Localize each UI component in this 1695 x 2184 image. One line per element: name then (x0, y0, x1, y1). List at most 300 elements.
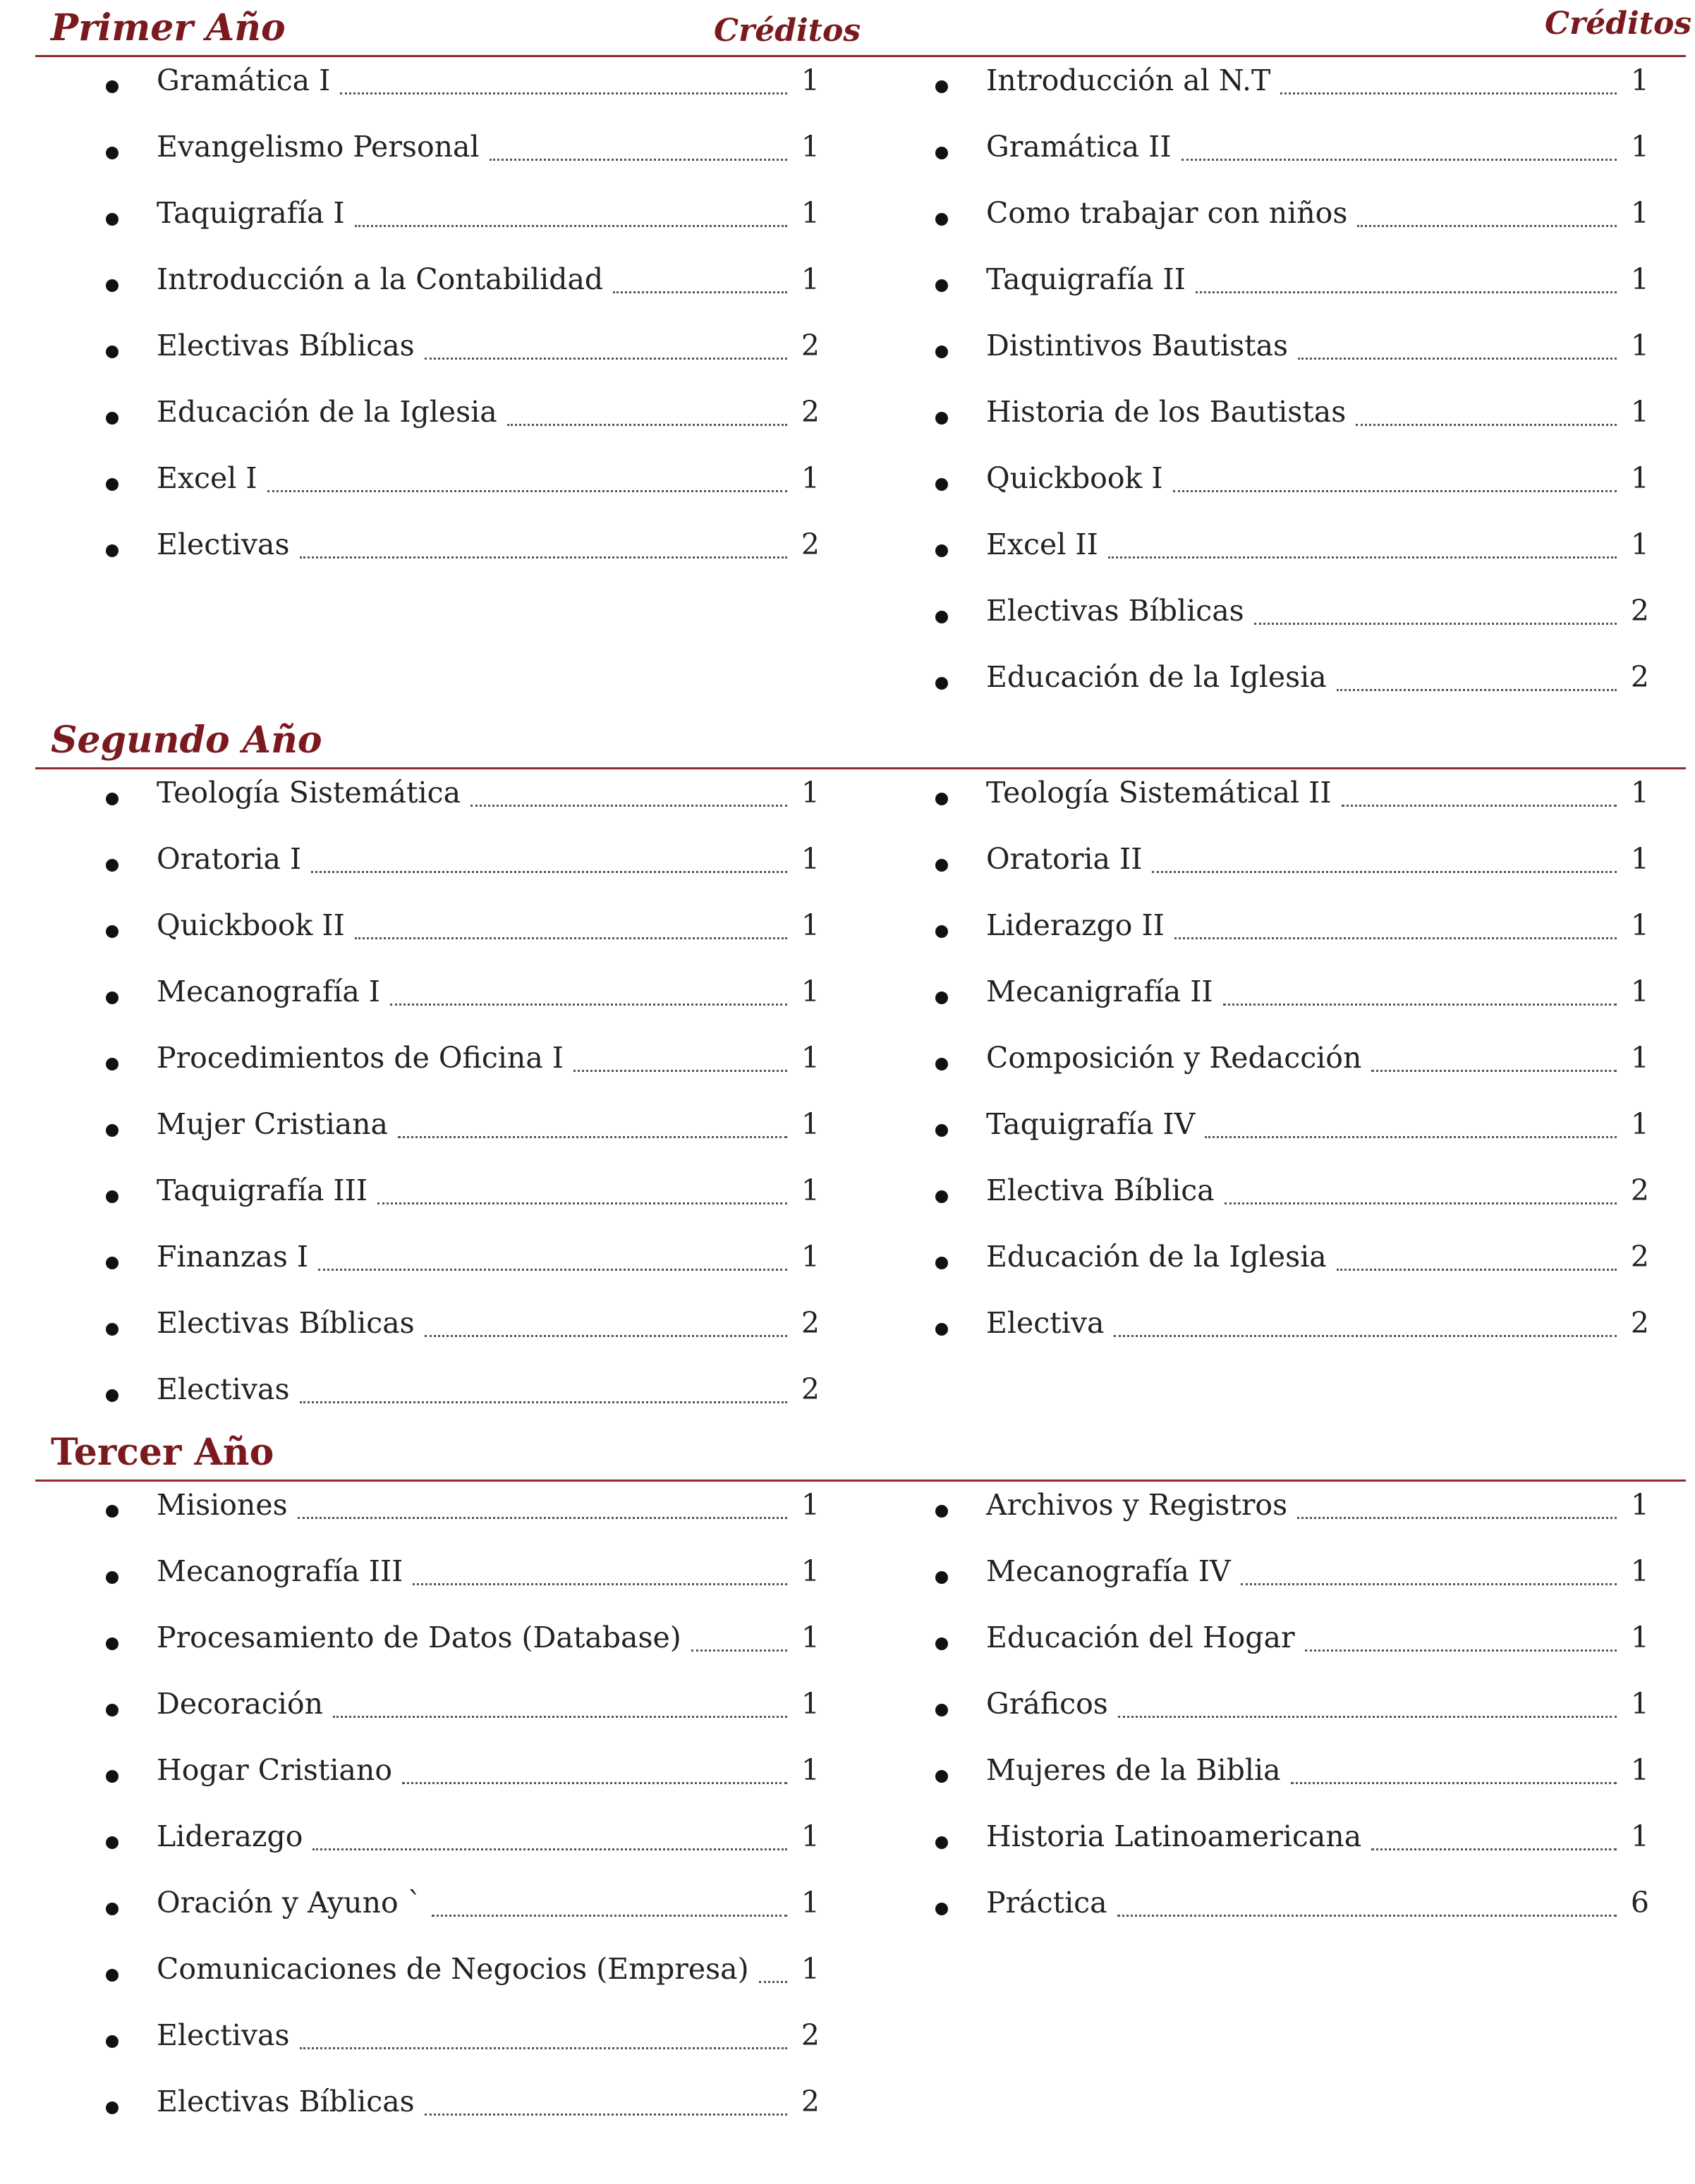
dot-leader (311, 871, 787, 873)
course-name: Teología Sistemátical II (986, 776, 1332, 810)
course-name: Taquigrafía III (157, 1173, 368, 1207)
course-name: Mujer Cristiana (157, 1107, 388, 1141)
course-name: Educación de la Iglesia (157, 395, 497, 429)
course-name: Liderazgo (157, 1819, 303, 1853)
course-row (157, 1551, 820, 1591)
course-row (986, 1171, 1649, 1210)
course-list-primer-right (935, 61, 1649, 724)
course-row (157, 1883, 820, 1922)
course-credits: 1 (1630, 63, 1649, 97)
dot-leader (1371, 1070, 1617, 1072)
course-credits: 1 (801, 776, 820, 810)
course-item (106, 392, 820, 458)
course-row (986, 1551, 1649, 1591)
bullet-icon (935, 611, 948, 623)
course-name: Procedimientos de Oficina I (157, 1041, 564, 1075)
section-divider (35, 55, 1686, 57)
course-credits: 1 (1630, 975, 1649, 1008)
bullet-icon (935, 677, 948, 690)
dot-leader (759, 1981, 787, 1983)
course-item (935, 458, 1649, 525)
course-item (106, 1104, 820, 1171)
course-row (157, 1038, 820, 1078)
course-item (935, 1237, 1649, 1303)
course-row (157, 1369, 820, 1409)
course-item (935, 657, 1649, 724)
course-item (106, 1949, 820, 2015)
course-item (935, 839, 1649, 905)
bullet-icon (106, 147, 119, 159)
course-credits: 1 (1630, 527, 1649, 561)
dot-leader (1173, 490, 1617, 492)
course-list-segundo-left (106, 773, 820, 1436)
course-row (986, 905, 1649, 945)
course-row (157, 1684, 820, 1724)
course-item (106, 1171, 820, 1237)
course-row (986, 193, 1649, 233)
course-item (935, 193, 1649, 260)
course-name: Distintivos Bautistas (986, 329, 1289, 362)
bullet-icon (935, 1704, 948, 1716)
course-row (986, 972, 1649, 1011)
course-row (157, 260, 820, 299)
course-item (106, 1618, 820, 1684)
course-name: Finanzas I (157, 1240, 309, 1274)
dot-leader (318, 1269, 787, 1271)
dot-leader (432, 1915, 787, 1917)
course-row (157, 392, 820, 432)
course-credits: 1 (1630, 130, 1649, 164)
bullet-icon (106, 1389, 119, 1402)
course-name: Electiva Bíblica (986, 1173, 1215, 1207)
course-item (935, 1104, 1649, 1171)
course-credits: 1 (801, 1886, 820, 1920)
course-credits: 2 (801, 527, 820, 561)
bullet-icon (106, 1637, 119, 1650)
course-credits: 1 (1630, 1107, 1649, 1141)
course-name: Procesamiento de Datos (Database) (157, 1621, 681, 1654)
dot-leader (1337, 1269, 1617, 1271)
course-credits: 1 (1630, 1041, 1649, 1075)
bullet-icon (106, 992, 119, 1004)
course-item (935, 127, 1649, 193)
dot-leader (1356, 424, 1617, 426)
course-name: Mecanografía IV (986, 1554, 1231, 1588)
course-list-tercer-right (935, 1485, 1649, 1949)
bullet-icon (935, 279, 948, 292)
course-name: Mujeres de la Biblia (986, 1753, 1281, 1787)
bullet-icon (106, 1836, 119, 1849)
bullet-icon (106, 1257, 119, 1269)
course-credits: 2 (801, 329, 820, 362)
course-name: Archivos y Registros (986, 1488, 1288, 1522)
course-name: Excel II (986, 527, 1098, 561)
dot-leader (613, 291, 787, 293)
bullet-icon (106, 1903, 119, 1915)
course-name: Teología Sistemática (157, 776, 461, 810)
course-item (106, 127, 820, 193)
course-row (157, 1618, 820, 1657)
dot-leader (1181, 159, 1617, 161)
course-row (157, 839, 820, 879)
course-row (157, 1949, 820, 1989)
course-credits: 1 (801, 1554, 820, 1588)
course-item (106, 1817, 820, 1883)
course-row (986, 1618, 1649, 1657)
bullet-icon (106, 1190, 119, 1203)
bullet-icon (935, 1505, 948, 1518)
bullet-icon (935, 992, 948, 1004)
course-name: Educación del Hogar (986, 1621, 1295, 1654)
course-credits: 1 (801, 1041, 820, 1075)
course-row (157, 458, 820, 498)
dot-leader (300, 1401, 787, 1403)
course-row (986, 1750, 1649, 1790)
course-item (106, 326, 820, 392)
course-credits: 2 (801, 2018, 820, 2052)
course-credits: 2 (801, 2085, 820, 2118)
course-item (106, 773, 820, 839)
course-name: Excel I (157, 461, 257, 495)
bullet-icon (106, 925, 119, 938)
course-credits: 1 (1630, 262, 1649, 296)
dot-leader (490, 159, 787, 161)
bullet-icon (935, 1770, 948, 1783)
bullet-icon (935, 1323, 948, 1336)
section-divider (35, 767, 1686, 769)
course-name: Educación de la Iglesia (986, 1240, 1327, 1274)
bullet-icon (106, 279, 119, 292)
course-credits: 1 (801, 1753, 820, 1787)
dot-leader (398, 1136, 787, 1138)
course-name: Hogar Cristiano (157, 1753, 393, 1787)
course-row (986, 1684, 1649, 1724)
course-item (106, 1750, 820, 1817)
course-credits: 1 (1630, 1488, 1649, 1522)
course-name: Historia Latinoamericana (986, 1819, 1362, 1853)
course-name: Mecanigrafía II (986, 975, 1213, 1008)
dot-leader (402, 1782, 787, 1784)
dot-leader (1196, 291, 1617, 293)
course-item (935, 1817, 1649, 1883)
course-name: Electivas (157, 2018, 290, 2052)
course-credits: 2 (1630, 594, 1649, 628)
course-row (157, 2082, 820, 2121)
course-item (106, 260, 820, 326)
bullet-icon (106, 478, 119, 491)
course-name: Oración y Ayuno ` (157, 1886, 423, 1920)
course-row (157, 1104, 820, 1144)
course-credits: 1 (1630, 776, 1649, 810)
dot-leader (312, 1848, 787, 1850)
dot-leader (1297, 1517, 1617, 1519)
dot-leader (1225, 1202, 1617, 1204)
dot-leader (1108, 556, 1617, 559)
dot-leader (425, 1335, 787, 1337)
dot-leader (300, 556, 787, 559)
course-name: Quickbook I (986, 461, 1163, 495)
course-item (935, 392, 1649, 458)
course-item (106, 1551, 820, 1618)
course-item (935, 591, 1649, 657)
bullet-icon (106, 1058, 119, 1070)
course-name: Evangelismo Personal (157, 130, 480, 164)
dot-leader (1152, 871, 1617, 873)
bullet-icon (935, 1124, 948, 1137)
course-row (157, 972, 820, 1011)
course-item (106, 458, 820, 525)
course-row (157, 61, 820, 100)
course-credits: 1 (1630, 1621, 1649, 1654)
section-title-tercer-ano: Tercer Año (51, 1431, 274, 1474)
course-row (157, 1171, 820, 1210)
course-credits: 1 (801, 1819, 820, 1853)
course-credits: 1 (801, 63, 820, 97)
course-name: Gráficos (986, 1687, 1108, 1721)
course-name: Gramática II (986, 130, 1172, 164)
course-item (106, 193, 820, 260)
course-item (935, 905, 1649, 972)
course-credits: 1 (1630, 1819, 1649, 1853)
section-divider (35, 1480, 1686, 1482)
course-row (986, 1237, 1649, 1276)
dot-leader (1298, 358, 1617, 360)
course-item (935, 260, 1649, 326)
course-credits: 2 (801, 1306, 820, 1340)
bullet-icon (935, 412, 948, 425)
course-credits: 1 (801, 1687, 820, 1721)
course-item (935, 1303, 1649, 1369)
bullet-icon (935, 1571, 948, 1584)
dot-leader (355, 937, 787, 939)
dot-leader (377, 1202, 787, 1204)
bullet-icon (106, 80, 119, 93)
course-credits: 2 (801, 395, 820, 429)
bullet-icon (106, 1505, 119, 1518)
course-credits: 1 (801, 1107, 820, 1141)
course-item (935, 1883, 1649, 1949)
dot-leader (1291, 1782, 1617, 1784)
course-name: Mecanografía III (157, 1554, 403, 1588)
course-row (986, 839, 1649, 879)
course-row (986, 1817, 1649, 1856)
course-name: Electiva (986, 1306, 1105, 1340)
dot-leader (1305, 1649, 1617, 1652)
course-item (106, 61, 820, 127)
course-item (106, 972, 820, 1038)
course-item (106, 1485, 820, 1551)
course-name: Electivas Bíblicas (157, 2085, 415, 2118)
course-item (935, 525, 1649, 591)
dot-leader (1174, 937, 1617, 939)
course-credits: 1 (1630, 1753, 1649, 1787)
course-item (106, 905, 820, 972)
dot-leader (573, 1070, 787, 1072)
course-name: Taquigrafía II (986, 262, 1186, 296)
course-row (986, 657, 1649, 697)
bullet-icon (935, 1190, 948, 1203)
course-name: Taquigrafía I (157, 196, 345, 230)
course-item (935, 1618, 1649, 1684)
course-row (986, 1485, 1649, 1525)
dot-leader (390, 1003, 787, 1006)
dot-leader (691, 1649, 787, 1652)
credits-header-left: Créditos (714, 13, 861, 49)
course-name: Introducción a la Contabilidad (157, 262, 604, 296)
dot-leader (1342, 805, 1617, 807)
course-name: Comunicaciones de Negocios (Empresa) (157, 1952, 749, 1986)
course-item (106, 2015, 820, 2082)
course-credits: 2 (1630, 1240, 1649, 1274)
dot-leader (267, 490, 787, 492)
course-name: Educación de la Iglesia (986, 660, 1327, 694)
course-credits: 1 (1630, 395, 1649, 429)
course-row (157, 193, 820, 233)
course-row (157, 1485, 820, 1525)
dot-leader (340, 92, 787, 94)
dot-leader (470, 805, 787, 807)
dot-leader (413, 1583, 787, 1585)
course-item (935, 1551, 1649, 1618)
dot-leader (1357, 225, 1617, 227)
course-credits: 1 (1630, 1554, 1649, 1588)
bullet-icon (106, 544, 119, 557)
course-item (106, 1684, 820, 1750)
dot-leader (1114, 1335, 1617, 1337)
bullet-icon (106, 1704, 119, 1716)
course-name: Electivas Bíblicas (157, 329, 415, 362)
course-row (157, 525, 820, 564)
dot-leader (425, 2113, 787, 2116)
course-item (106, 1883, 820, 1949)
bullet-icon (106, 793, 119, 805)
bullet-icon (106, 1323, 119, 1336)
course-row (986, 773, 1649, 812)
course-item (935, 1171, 1649, 1237)
course-row (157, 326, 820, 365)
bullet-icon (106, 213, 119, 226)
course-credits: 2 (1630, 1306, 1649, 1340)
course-credits: 1 (801, 196, 820, 230)
dot-leader (1241, 1583, 1617, 1585)
course-item (935, 773, 1649, 839)
bullet-icon (935, 544, 948, 557)
dot-leader (355, 225, 787, 227)
bullet-icon (935, 925, 948, 938)
bullet-icon (935, 80, 948, 93)
course-row (157, 773, 820, 812)
course-row (986, 260, 1649, 299)
course-name: Electivas Bíblicas (986, 594, 1244, 628)
dot-leader (1205, 1136, 1617, 1138)
bullet-icon (106, 1770, 119, 1783)
dot-leader (1337, 689, 1617, 691)
course-name: Taquigrafía IV (986, 1107, 1196, 1141)
course-row (157, 1750, 820, 1790)
bullet-icon (106, 2101, 119, 2114)
course-row (157, 1817, 820, 1856)
course-name: Oratoria II (986, 842, 1143, 876)
course-item (106, 525, 820, 591)
bullet-icon (935, 1058, 948, 1070)
dot-leader (507, 424, 787, 426)
dot-leader (1254, 623, 1617, 625)
bullet-icon (106, 1571, 119, 1584)
dot-leader (333, 1716, 787, 1718)
course-credits: 1 (801, 908, 820, 942)
course-name: Gramática I (157, 63, 331, 97)
course-list-primer-left (106, 61, 820, 591)
course-row (157, 127, 820, 166)
course-row (986, 525, 1649, 564)
course-item (935, 1750, 1649, 1817)
course-item (106, 1237, 820, 1303)
course-name: Mecanografía I (157, 975, 380, 1008)
course-row (157, 905, 820, 945)
course-credits: 1 (1630, 1687, 1649, 1721)
course-row (157, 2015, 820, 2055)
course-credits: 1 (801, 1240, 820, 1274)
course-row (986, 392, 1649, 432)
course-credits: 1 (1630, 842, 1649, 876)
bullet-icon (935, 213, 948, 226)
course-name: Historia de los Bautistas (986, 395, 1347, 429)
course-credits: 1 (1630, 908, 1649, 942)
course-row (986, 1104, 1649, 1144)
course-item (935, 1684, 1649, 1750)
course-credits: 1 (801, 262, 820, 296)
bullet-icon (106, 346, 119, 358)
credits-header-right: Créditos (1545, 6, 1692, 42)
course-credits: 1 (801, 842, 820, 876)
dot-leader (1371, 1848, 1617, 1850)
course-row (986, 326, 1649, 365)
course-list-tercer-left (106, 1485, 820, 2148)
course-name: Quickbook II (157, 908, 345, 942)
course-row (157, 1237, 820, 1276)
course-credits: 1 (801, 1488, 820, 1522)
bullet-icon (106, 1124, 119, 1137)
bullet-icon (106, 1969, 119, 1982)
dot-leader (1117, 1915, 1617, 1917)
dot-leader (298, 1517, 787, 1519)
course-row (986, 458, 1649, 498)
course-credits: 1 (801, 1621, 820, 1654)
bullet-icon (935, 478, 948, 491)
course-name: Electivas Bíblicas (157, 1306, 415, 1340)
course-credits: 1 (1630, 196, 1649, 230)
course-name: Liderazgo II (986, 908, 1165, 942)
dot-leader (1223, 1003, 1617, 1006)
section-title-primer-ano: Primer Año (51, 6, 286, 49)
course-item (106, 1369, 820, 1436)
course-credits: 1 (801, 461, 820, 495)
course-item (935, 1038, 1649, 1104)
course-credits: 1 (1630, 461, 1649, 495)
course-item (106, 2082, 820, 2148)
bullet-icon (935, 1836, 948, 1849)
course-credits: 1 (801, 1952, 820, 1986)
bullet-icon (935, 1257, 948, 1269)
bullet-icon (106, 859, 119, 872)
course-name: Decoración (157, 1687, 323, 1721)
course-name: Electivas (157, 527, 290, 561)
course-row (986, 1303, 1649, 1343)
bullet-icon (935, 346, 948, 358)
dot-leader (425, 358, 787, 360)
bullet-icon (106, 2035, 119, 2048)
course-credits: 6 (1630, 1886, 1649, 1920)
